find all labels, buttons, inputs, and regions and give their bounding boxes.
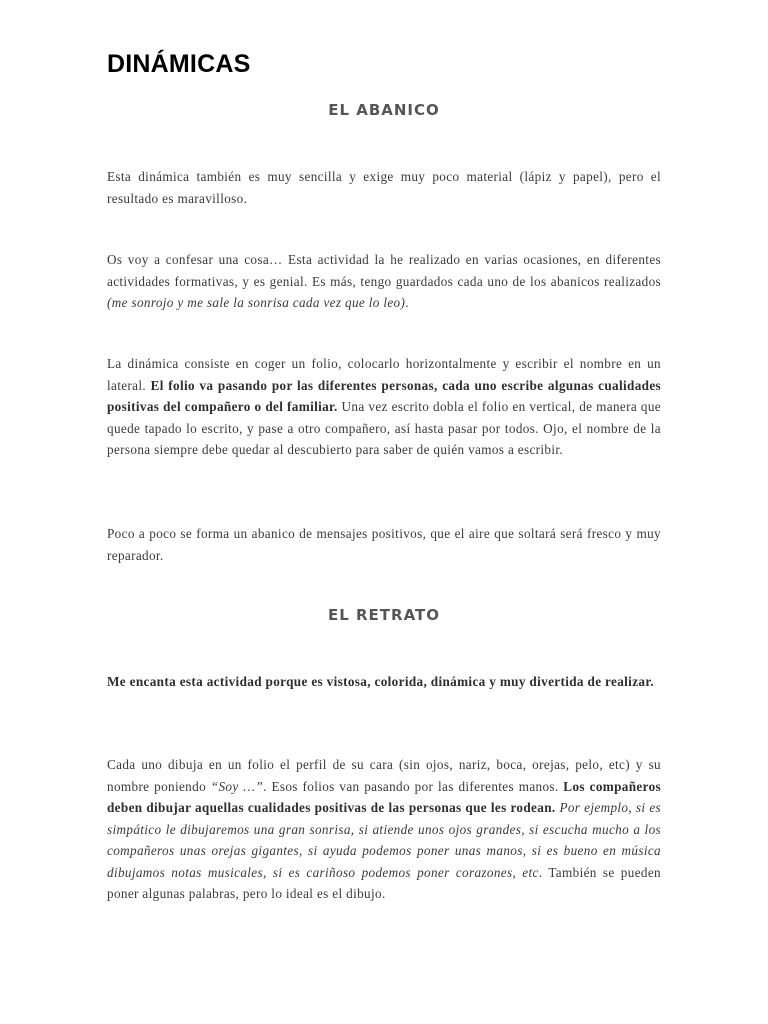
abanico-paragraph-2-italic: (me sonrojo y me sale la sonrisa cada vez que lo leo): [107, 295, 406, 310]
abanico-paragraph-2-end: .: [405, 295, 409, 310]
section-heading-retrato: EL RETRATO: [327, 606, 441, 624]
abanico-paragraph-1: Esta dinámica también es muy sencilla y exige muy poco material (lápiz y papel), pero el resultado es maravilloso.: [107, 169, 661, 206]
retrato-paragraph-2-quote: “Soy …”: [210, 778, 264, 794]
retrato-paragraph-2-bold: Los compañeros deben dibujar aquellas cualidades positivas de las personas que les rodean.: [107, 778, 662, 815]
retrato-paragraph-2: [107, 754, 661, 905]
retrato-paragraph-1-bold: Me encanta esta actividad porque es vistosa, colorida, dinámica y muy divertida de realizar.: [107, 674, 654, 689]
abanico-paragraph-2: [107, 249, 661, 314]
abanico-paragraph-4: Poco a poco se forma un abanico de mensajes positivos, que el aire que soltará será fresco y muy reparador.: [107, 526, 661, 563]
retrato-paragraph-2-start: Cada uno dibuja en un folio el perfil de su cara (sin ojos, nariz, boca, orejas, pelo, etc) y su nombre poniendo: [107, 757, 661, 794]
abanico-paragraph-3-start: La dinámica consiste en coger un folio, colocarlo horizontalmente y escribir el nombre en un lateral.: [107, 356, 661, 393]
section-heading-abanico: EL ABANICO: [328, 101, 440, 119]
retrato-paragraph-2-mid: . Esos folios van pasando por las diferentes manos.: [263, 778, 564, 794]
abanico-paragraph-3-end: Una vez escrito dobla el folio en vertical, de manera que quede tapado lo escrito, y pase a otro compañero, así hasta pasar por todos. Ojo, el nombre de la persona siempre debe quedar al descubierto para saber de quién vamos a escribir.: [107, 399, 662, 457]
retrato-paragraph-1: [107, 671, 661, 693]
retrato-paragraph-2-italic: Por ejemplo, si es simpático le dibujaremos una gran sonrisa, si atiende unos ojos grandes, si escucha mucho a los compañeros unas orejas gigantes, si ayuda podemos poner unas manos, si es bueno en música dibujamos notas musicales, si es cariñoso podemos poner corazones, etc: [107, 800, 661, 880]
abanico-paragraph-3-bold: El folio va pasando por las diferentes personas, cada uno escribe algunas cualidades positivas del compañero o del familiar.: [107, 377, 662, 414]
abanico-paragraph-3: [107, 353, 661, 461]
retrato-paragraph-2-end: . También se pueden poner algunas palabras, pero lo ideal es el dibujo.: [107, 864, 661, 901]
document-title: DINÁMICAS: [107, 50, 251, 78]
abanico-paragraph-2-text: Os voy a confesar una cosa… Esta actividad la he realizado en varias ocasiones, en diferentes actividades formativas, y es genial. Es más, tengo guardados cada uno de los abanicos realizados: [107, 252, 661, 289]
